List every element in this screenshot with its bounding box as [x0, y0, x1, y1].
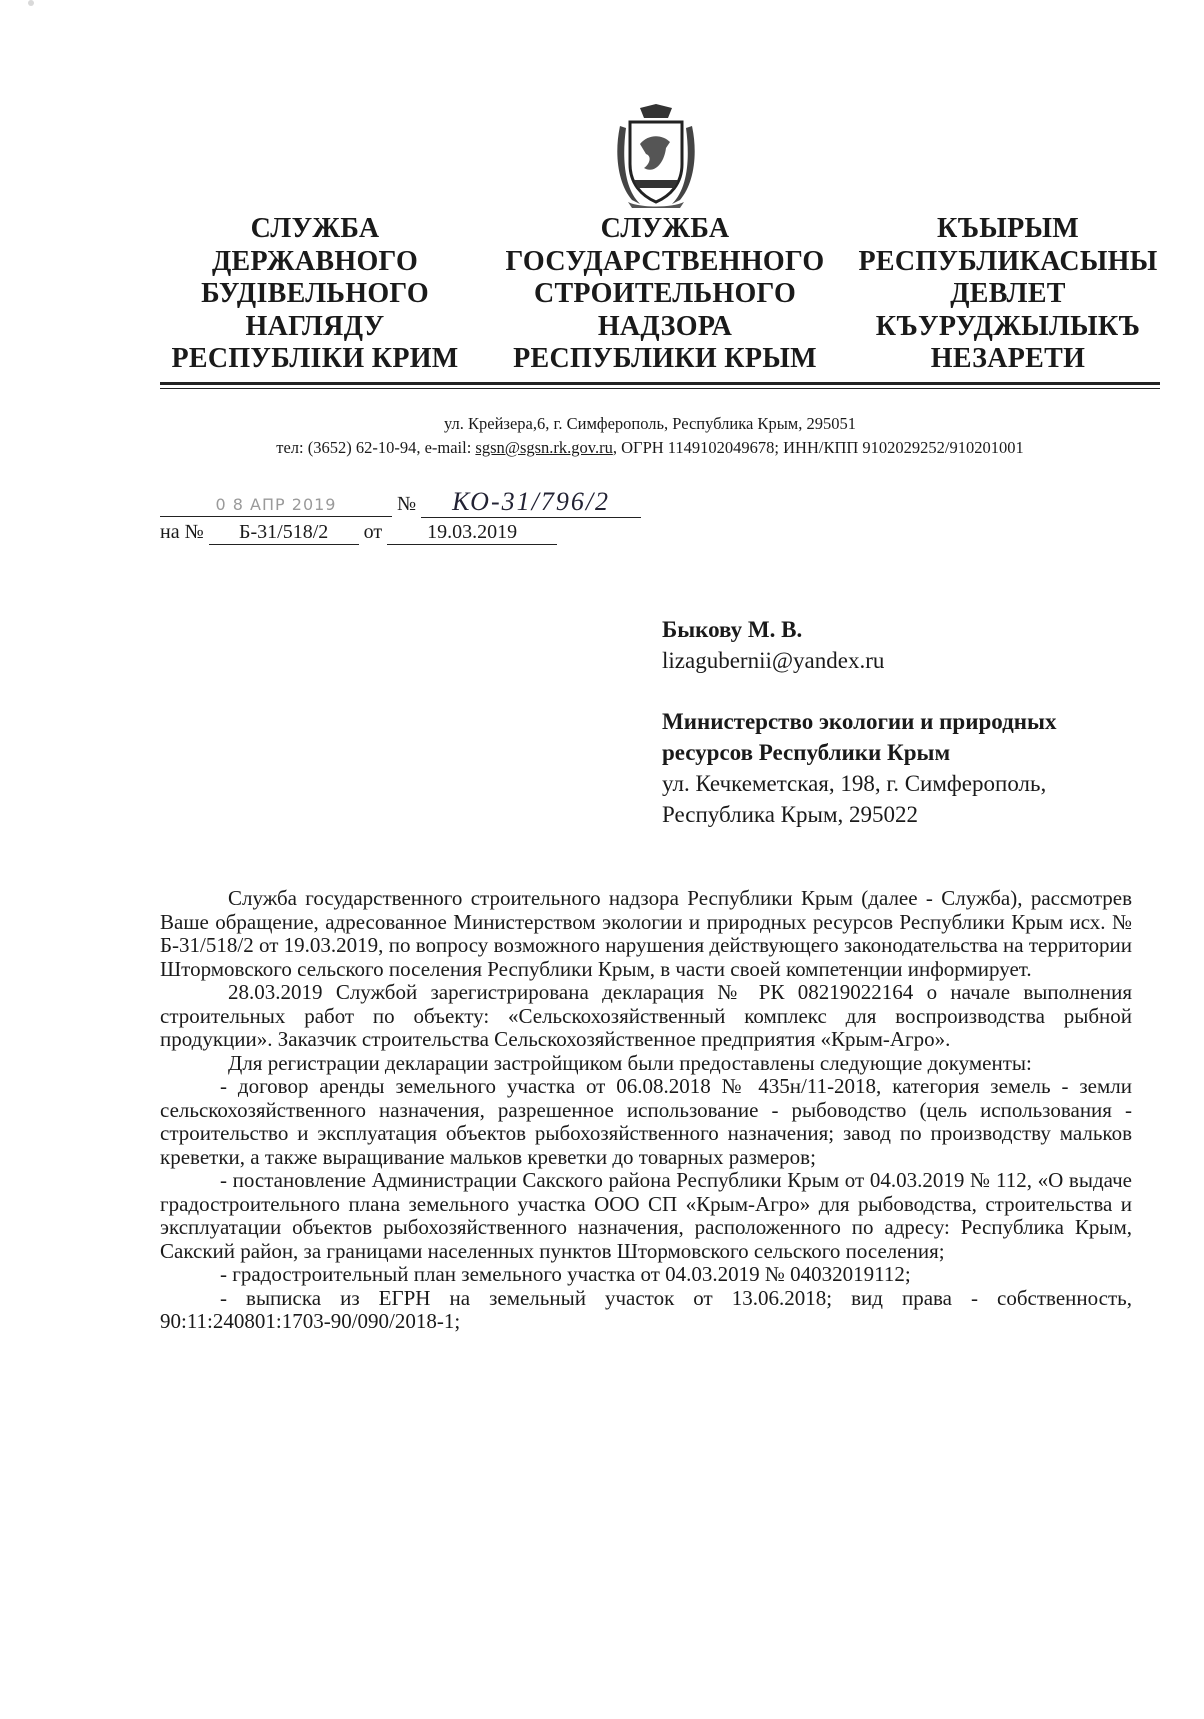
header-line: СЛУЖБА — [250, 213, 380, 244]
ministry-address-line: Республика Крым, 295022 — [662, 802, 919, 827]
date-stamp-field — [160, 493, 392, 517]
scan-speck — [28, 0, 34, 6]
crimea-coat-of-arms-emblem — [610, 104, 702, 210]
header-ukrainian — [150, 213, 480, 376]
letter-body — [160, 887, 1132, 1334]
document-list-item: - градостроительный план земельного участка от 04.03.2019 № 04032019112; — [220, 1262, 911, 1286]
phone-text: тел: (3652) 62-10-94, e-mail: — [276, 438, 476, 457]
reference-line — [160, 521, 557, 545]
outgoing-number-handwritten: КО-31/796/2 — [452, 487, 611, 516]
outgoing-registration-line — [160, 487, 660, 518]
document-list-item: - договор аренды земельного участка от 06.08.2018 № 435н/11-2018, категория земель - земли сельскохозяйственного назначения, разрешенное использование - рыбоводство (цель использования - строительство и эксплуатация объектов рыбохозяйственного назначения; завод по производству мальков креветки, а также выращивание мальков креветки до товарных размеров; — [160, 1074, 1132, 1169]
paragraph: 28.03.2019 Службой зарегистрирована декларация № РК 08219022164 о начале выполнения строительных работ по объекту: «Сельскохозяйственный комплекс для воспроизводства рыбной продукции». Заказчик строительства Сельскохозяйственное предприятия «Крым-Агро». — [160, 980, 1132, 1051]
ministry-address-line: ул. Кечкеметская, 198, г. Симферополь, — [662, 771, 1047, 796]
header-russian — [490, 213, 840, 376]
from-label: от — [363, 521, 383, 543]
addressee-person — [662, 614, 884, 676]
header-line: КЪУРУДЖЫЛЫКЪ — [875, 310, 1141, 342]
header-line: РЕСПУБЛИКИ КРЫМ — [513, 343, 817, 374]
header-line: СТРОИТЕЛЬНОГО — [533, 278, 797, 309]
paragraph: Для регистрации декларации застройщиком были предоставлены следующие документы: — [228, 1050, 1032, 1075]
addressee-name: Быкову М. В. — [662, 617, 803, 642]
ref-label: на № — [160, 521, 204, 543]
header-line: СЛУЖБА — [600, 213, 730, 244]
ref-number: Б-31/518/2 — [239, 521, 329, 543]
header-line: РЕСПУБЛІКИ КРИМ — [171, 343, 459, 374]
header-divider-thin — [160, 388, 1160, 389]
header-divider-thick — [160, 382, 1160, 385]
number-label: № — [397, 493, 417, 515]
addressee-email: lizagubernii@yandex.ru — [662, 648, 885, 673]
document-list-item: - постановление Администрации Сакского района Республики Крым от 04.03.2019 № 112, «О выдаче градостроительного плана земельного участка ООО СП «Крым-Агро» для рыбоводства, строительства и эксплуатации объектов рыбохозяйственного назначения, расположенного по адресу: Республика Крым, Сакский район, за границами населенных пунктов Штормовского сельского поселения; — [160, 1168, 1132, 1263]
addressee-ministry — [662, 706, 1056, 830]
paragraph: Служба государственного строительного надзора Республики Крым (далее - Служба), рассмотрев Ваше обращение, адресованное Министерством экологии и природных ресурсов Республики Крым исх. № Б-31/518/2 от 19.03.2019, по вопросу возможного нарушения действующего законодательства на территории Штормовского сельского поселения Республики Крым, в части своей компетенции информирует. — [160, 886, 1132, 981]
header-line: БУДІВЕЛЬНОГО — [201, 278, 429, 309]
ministry-name-line: Министерство экологии и природных — [662, 709, 1057, 734]
header-line: КЪЫРЫМ — [936, 213, 1080, 244]
outgoing-number-field — [421, 487, 641, 518]
contact-address: ул. Крейзера,6, г. Симферополь, Республика Крым, 295051 — [444, 414, 856, 433]
contact-details — [150, 438, 1150, 458]
header-line: НЕЗАРЕТИ — [930, 343, 1086, 374]
header-line: ДЕРЖАВНОГО — [211, 245, 419, 277]
ministry-name-line: ресурсов Республики Крым — [662, 740, 951, 765]
header-line: ДЕВЛЕТ — [950, 278, 1066, 309]
ref-date-field — [387, 521, 557, 545]
date-stamp: 0 8 АПР 2019 — [215, 495, 337, 514]
email-link[interactable]: sgsn@sgsn.rk.gov.ru — [475, 438, 613, 457]
header-line: НАГЛЯДУ — [245, 310, 385, 342]
header-line: ГОСУДАРСТВЕННОГО — [505, 245, 825, 277]
registry-ids: , ОГРН 1149102049678; ИНН/КПП 9102029252/910201001 — [612, 438, 1024, 457]
header-crimean-tatar — [838, 213, 1178, 376]
ref-number-field — [209, 521, 359, 545]
header-line: НАДЗОРА — [597, 310, 733, 342]
document-list-item: - выписка из ЕГРН на земельный участок от 13.06.2018; вид права - собственность, 90:11:240801:1703-90/090/2018-1; — [160, 1285, 1132, 1333]
header-line: РЕСПУБЛИКАСЫНЫ — [858, 245, 1158, 277]
ref-date: 19.03.2019 — [427, 521, 518, 543]
